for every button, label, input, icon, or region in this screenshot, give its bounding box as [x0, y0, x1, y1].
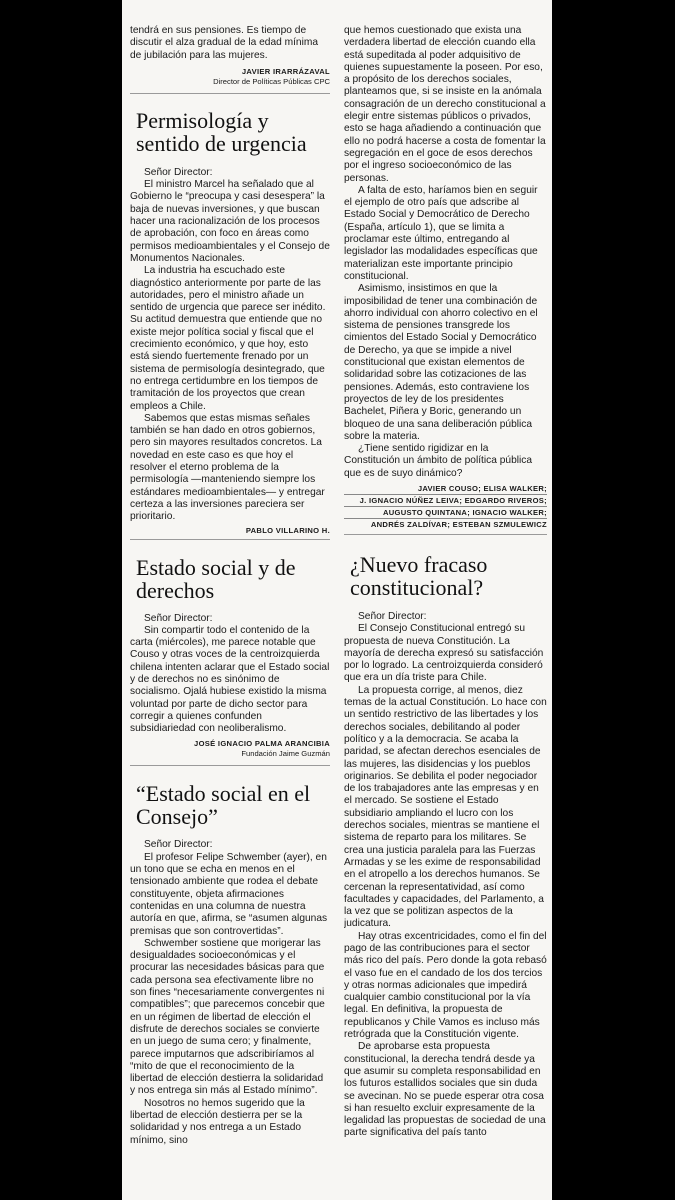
continuation-signature-line: AUGUSTO QUINTANA; IGNACIO WALKER;: [344, 507, 547, 519]
intro-paragraph: tendrá en sus pensiones. Es tiempo de discutir el alza gradual de la edad mínima de jubilación para las mujeres.: [130, 25, 319, 61]
letter3-paragraph: Nosotros no hemos sugerido que la libertad de elección destierra per se la solidaridad y nos entrega a un Estado mínimo, sino: [130, 1097, 305, 1146]
letter3-title: “Estado social en el Consejo”: [136, 781, 311, 830]
continuation-paragraph: Asimismo, insistimos en que la imposibilidad de tener una combinación de ahorro individual con ahorro colectivo en el sistema de pensiones transgrede los cimientos del Estado Social y Democrático de Derecho, ya que se impide a nivel constitucional que existan elementos de solidaridad sobre las cotizaciones de las pensiones. Además, esto contraviene los proyectos de ley de los presidentes Bachelet, Piñera y Boric, generando un bloqueo de una sana deliberación pública sobre la materia.: [344, 283, 538, 442]
letter2-title: Estado social y de derechos: [136, 554, 296, 603]
letter2-affiliation: Fundación Jaime Guzmán: [241, 749, 330, 759]
continuation-signature-line: J. IGNACIO NÚÑEZ LEIVA; EDGARDO RIVEROS;: [344, 495, 547, 507]
letter3-paragraph: Schwember sostiene que morigerar las desigualdades socioeconómicas y el procurar las necesidades básicas para que cada persona sea efectivamente libre no son fines “necesariamente convergentes ni compatibles”; que parecemos concebir que en un régimen de libertad de elección el disfrute de derechos sociales se convierte en un juego de suma cero; y finalmente, parece imputarnos que adscribiríamos al “mito de que el reconocimiento de la libertad de elección destierra la solidaridad y nos entrega sin más al Estado mínimo”.: [130, 937, 325, 1097]
intro-signature: JAVIER IRARRÁZAVAL: [241, 66, 330, 76]
letter2-paragraph: Sin compartir todo el contenido de la carta (miércoles), me parece notable que Couso y otras voces de la centroizquierda chilena intenten aclarar que el Estado social y de derechos no es sinónimo de socialismo. Ojalá hubiese existido la misma voluntad por parte de dicho sector para corregir a quienes confunden subsidiariedad con neoliberalismo.: [130, 624, 330, 735]
letter4-title: ¿Nuevo fracaso constitucional?: [350, 551, 488, 600]
letter3-paragraph: El profesor Felipe Schwember (ayer), en un tono que se echa en menos en el tensionado ambiente que rodea el debate constituyente, objeta afirmaciones contenidas en una columna de nuestra autoría en que, afirma, se “asumen algunas premisas que son controvertidas”.: [130, 851, 328, 937]
continuation-paragraph: ¿Tiene sentido rigidizar en la Constitución un ámbito de política pública que es de suyo dinámico?: [344, 443, 533, 479]
letter2-signature: JOSÉ IGNACIO PALMA ARANCIBIA: [194, 739, 330, 749]
intro-affiliation: Director de Políticas Públicas CPC: [213, 76, 330, 86]
letter1-paragraph: El ministro Marcel ha señalado que al Gobierno le “preocupa y casi desespera” la baja de nuevas inversiones, y que buscan hacer una racionalización de los procesos de aprobación, con foco en áreas como permisos medioambientales y el Consejo de Monumentos Nacionales.: [130, 179, 330, 264]
continuation-paragraph: A falta de esto, haríamos bien en seguir el ejemplo de otro país que adscribe al Estado Social y Democrático de Derecho (España, artículo 1), que se limita a proclamar este último, entregando al legislador las modalidades específicas que materializan este importante principio constitucional.: [344, 184, 538, 282]
letter3-greeting: Señor Director:: [144, 839, 213, 851]
letter4-paragraph: El Consejo Constitucional entregó su propuesta de nueva Constitución. La mayoría de derecha expresó su satisfacción por lo logrado. La centroizquierda consideró que era un día triste para Chile.: [344, 623, 544, 684]
continuation-paragraph: que hemos cuestionado que exista una verdadera libertad de elección cuando ella está supeditada al poder adquisitivo de quienes supuestamente la poseen. Por eso, a propósito de los derechos sociales, planteamos que, si se insiste en la anómala consagración de un derecho constitucional a elegir entre sistemas públicos o privados, esto se haga añadiendo a continuación que ello no podrá hacerse a costa de fomentar la segregación en el goce de esos derechos por el ingreso socioeconómico de las personas.: [344, 25, 546, 184]
letter1-paragraph: Sabemos que estas mismas señales también se han dado en otros gobiernos, pero sin mayores resultados concretos. La novedad en este caso es que hoy el resolver el eterno problema de la permisología —manteniendo siempre los estándares medioambientales— y entregar certeza a las inversiones pareciera ser prioritario.: [130, 412, 325, 523]
left-column: [130, 0, 330, 1147]
letter1-greeting: Señor Director:: [144, 166, 213, 178]
right-column: [344, 0, 547, 1140]
continuation-signature-line: ANDRÉS ZALDÍVAR; ESTEBAN SZMULEWICZ: [370, 519, 547, 529]
letter4-paragraph: Hay otras excentricidades, como el fin del pago de las contribuciones para el sector más rico del país. Pero donde la gota rebasó el vaso fue en el candado de los dos tercios y otras normas adicionales que impedirá cualquier cambio constitucional por la vía legal. En definitiva, la propuesta de republicanos y Chile Vamos es incluso más retrógrada que la Constitución vigente.: [344, 930, 547, 1041]
letter4-paragraph: La propuesta corrige, al menos, diez temas de la actual Constitución. Lo hace con un sentido restrictivo de las libertades y los derechos sociales, debilitando al poder político y a la democracia. Se acaba la paridad, se afectan derechos esenciales de las mujeres, las disidencias y los pueblos originarios. Se debilita el poder negociador de los trabajadores ante las empresas y en el mercado. Se sostiene el Estado subsidiario ampliando el lucro con los derechos sociales, mientras se mantiene el sistema de reparto para los militares. Se crea una justicia paralela para las Fuerzas Armadas y se les exime de responsabilidad en el atropello a los derechos humanos. Se cercenan la representatividad, así como facultades y capacidades, del Parlamento, a la vez que se politizan aspectos de la judicatura.: [344, 684, 547, 930]
letter4-greeting: Señor Director:: [358, 610, 427, 622]
letter1-signature: PABLO VILLARINO H.: [245, 525, 330, 535]
newspaper-page: [122, 0, 552, 1200]
letter1-paragraph: La industria ha escuchado este diagnóstico anteriormente por parte de las autoridades, pero el ministro añade un sentido de urgencia que parece ser inédito. Su actitud demuestra que entiende que no existe mejor política social y fiscal que el crecimiento económico, y que hoy, esto está siendo fuertemente frenado por un sistema de permisología desintegrado, que no entrega certidumbre en los tiempos de tramitación de los proyectos que crean empleos a Chile.: [130, 265, 326, 412]
letter2-greeting: Señor Director:: [144, 612, 213, 624]
letter1-title: Permisología y sentido de urgencia: [136, 107, 307, 156]
letter4-paragraph: De aprobarse esta propuesta constitucional, la derecha tendrá desde ya que asumir su completa responsabilidad en los futuros estallidos sociales que sin duda se avecinan. No se puede esperar otra cosa si han resuelto excluir expresamente de la legalidad las propuestas de sociedad de una parte significativa del país tanto: [344, 1041, 546, 1139]
continuation-signature-line: JAVIER COUSO; ELISA WALKER;: [344, 483, 547, 495]
